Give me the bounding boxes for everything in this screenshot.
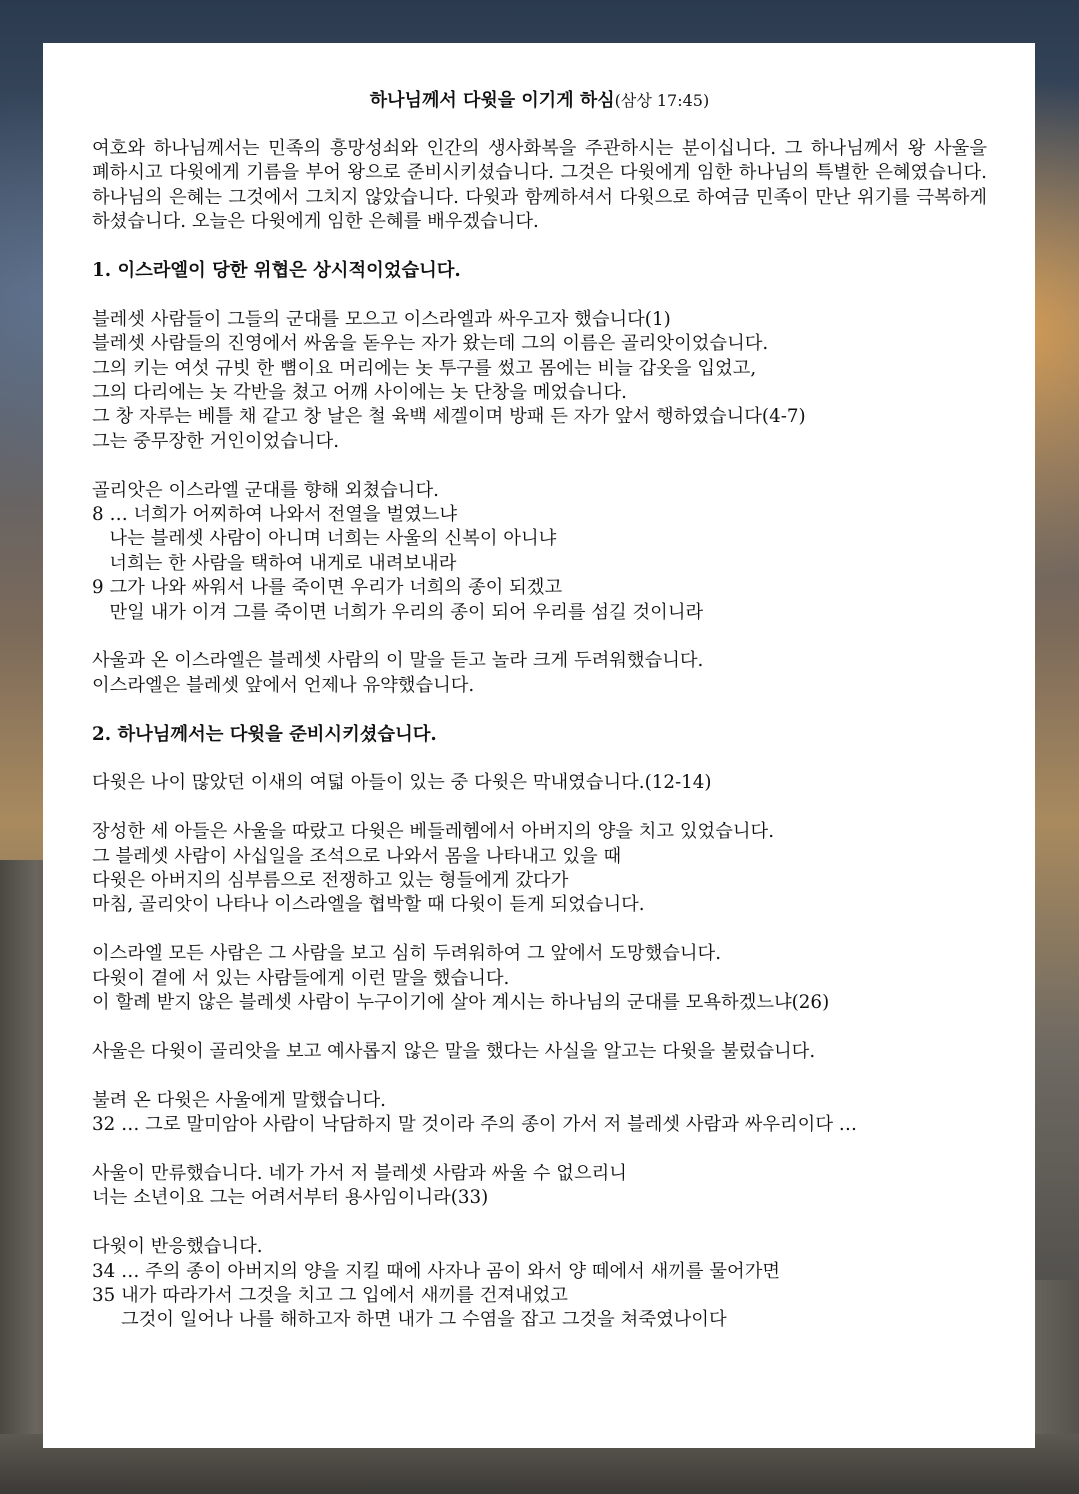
text-line: 이 할례 받지 않은 블레셋 사람이 누구이기에 살아 계시는 하나님의 군대를 모욕하겠느냐(26) <box>92 992 830 1014</box>
text-line: 그 창 자루는 베틀 채 같고 창 날은 철 육백 세겔이며 방패 든 자가 앞서 행하였습니다(4-7) <box>92 406 806 428</box>
blank-line <box>92 1016 987 1040</box>
blank-line <box>92 918 987 942</box>
document-title <box>92 89 987 113</box>
text-line: 9 그가 나와 싸워서 나를 죽이면 우리가 너희의 종이 되겠고 <box>92 577 563 599</box>
text-line: 다윗이 반응했습니다. <box>92 1236 263 1258</box>
text-line: 32 … 그로 말미암아 사람이 낙담하지 말 것이라 주의 종이 가서 저 블레셋 사람과 싸우리이다 … <box>92 1114 858 1136</box>
blank-line <box>92 235 987 259</box>
blank-line <box>92 747 987 771</box>
text-line: 그 블레셋 사람이 사십일을 조석으로 나와서 몸을 나타내고 있을 때 <box>92 845 622 867</box>
text-line: 마침, 골리앗이 나타나 이스라엘을 협박할 때 다윗이 듣게 되었습니다. <box>92 894 645 916</box>
text-line: 그의 키는 여섯 규빗 한 뼘이요 머리에는 놋 투구를 썼고 몸에는 비늘 갑옷을 입었고, <box>92 357 757 379</box>
text-line: 이스라엘 모든 사람은 그 사람을 보고 심히 두려워하여 그 앞에서 도망했습니다. <box>92 943 722 965</box>
document-page <box>43 43 1035 1448</box>
text-line: 너희는 한 사람을 택하여 내게로 내려보내라 <box>92 552 457 574</box>
text-line: 그의 다리에는 놋 각반을 쳤고 어깨 사이에는 놋 단창을 메었습니다. <box>92 382 627 404</box>
text-line: 그는 중무장한 거인이었습니다. <box>92 430 340 452</box>
text-line: 너는 소년이요 그는 어려서부터 용사임이니라(33) <box>92 1187 489 1209</box>
intro-paragraph: 여호와 하나님께서는 민족의 흥망성쇠와 인간의 생사화복을 주관하시는 분이십니다. 그 하나님께서 왕 사울을 폐하시고 다윗에게 기름을 부어 왕으로 준비시키셨습니다. 그것은 다윗에게 임한 하나님의 특별한 은혜였습니다. 하나님의 은혜는 그것에서 그치지 않았습니다. 다윗과 함께하셔서 다윗으로 하여금 민족이 만난 위기를 극복하게 하셨습니다. 오늘은 다윗에게 임한 은혜를 배우겠습니다. <box>92 138 987 233</box>
text-line: 사울이 만류했습니다. 네가 가서 저 블레셋 사람과 싸울 수 없으리니 <box>92 1162 627 1184</box>
text-line: 사울은 다윗이 골리앗을 보고 예사롭지 않은 말을 했다는 사실을 알고는 다윗을 불렀습니다. <box>92 1040 816 1062</box>
section-heading: 1. 이스라엘이 당한 위협은 상시적이었습니다. <box>92 260 461 282</box>
blank-line <box>92 1211 987 1235</box>
blank-line <box>92 1064 987 1088</box>
blank-line <box>92 698 987 722</box>
text-line: 블레셋 사람들이 그들의 군대를 모으고 이스라엘과 싸우고자 했습니다(1) <box>92 308 671 330</box>
text-line: 사울과 온 이스라엘은 블레셋 사람의 이 말을 듣고 놀라 크게 두려워했습니다. <box>92 650 704 672</box>
text-line: 다윗은 나이 많았던 이새의 여덟 아들이 있는 중 다윗은 막내였습니다.(12-14) <box>92 772 712 794</box>
text-line: 8 … 너희가 어찌하여 나와서 전열을 벌였느냐 <box>92 504 457 526</box>
text-line: 그것이 일어나 나를 해하고자 하면 내가 그 수염을 잡고 그것을 쳐죽였나이다 <box>92 1309 727 1331</box>
text-line: 만일 내가 이겨 그를 죽이면 너희가 우리의 종이 되어 우리를 섬길 것이니라 <box>92 601 704 623</box>
blank-line <box>92 1138 987 1162</box>
text-line: 골리앗은 이스라엘 군대를 향해 외쳤습니다. <box>92 479 439 501</box>
text-line: 다윗은 아버지의 심부름으로 전쟁하고 있는 형들에게 갔다가 <box>92 870 569 892</box>
text-line: 34 … 주의 종이 아버지의 양을 지킬 때에 사자나 곰이 와서 양 떼에서 새끼를 물어가면 <box>92 1260 781 1282</box>
section-heading: 2. 하나님께서는 다윗을 준비시키셨습니다. <box>92 723 437 745</box>
blank-line <box>92 283 987 307</box>
text-line: 장성한 세 아들은 사울을 따랐고 다윗은 베들레헴에서 아버지의 양을 치고 있었습니다. <box>92 821 775 843</box>
blank-line <box>92 796 987 820</box>
title-reference: (삼상 17:45) <box>614 91 710 110</box>
text-line: 35 내가 따라가서 그것을 치고 그 입에서 새끼를 건져내었고 <box>92 1284 568 1306</box>
text-line: 나는 블레셋 사람이 아니며 너희는 사울의 신복이 아니냐 <box>92 528 557 550</box>
document-body <box>92 235 987 1333</box>
text-line: 이스라엘은 블레셋 앞에서 언제나 유약했습니다. <box>92 674 475 696</box>
blank-line <box>92 625 987 649</box>
text-line: 불려 온 다윗은 사울에게 말했습니다. <box>92 1089 386 1111</box>
blank-line <box>92 454 987 478</box>
text-line: 다윗이 곁에 서 있는 사람들에게 이런 말을 했습니다. <box>92 967 510 989</box>
text-line: 블레셋 사람들의 진영에서 싸움을 돋우는 자가 왔는데 그의 이름은 골리앗이었습니다. <box>92 333 769 355</box>
title-main: 하나님께서 다윗을 이기게 하심 <box>369 90 615 111</box>
